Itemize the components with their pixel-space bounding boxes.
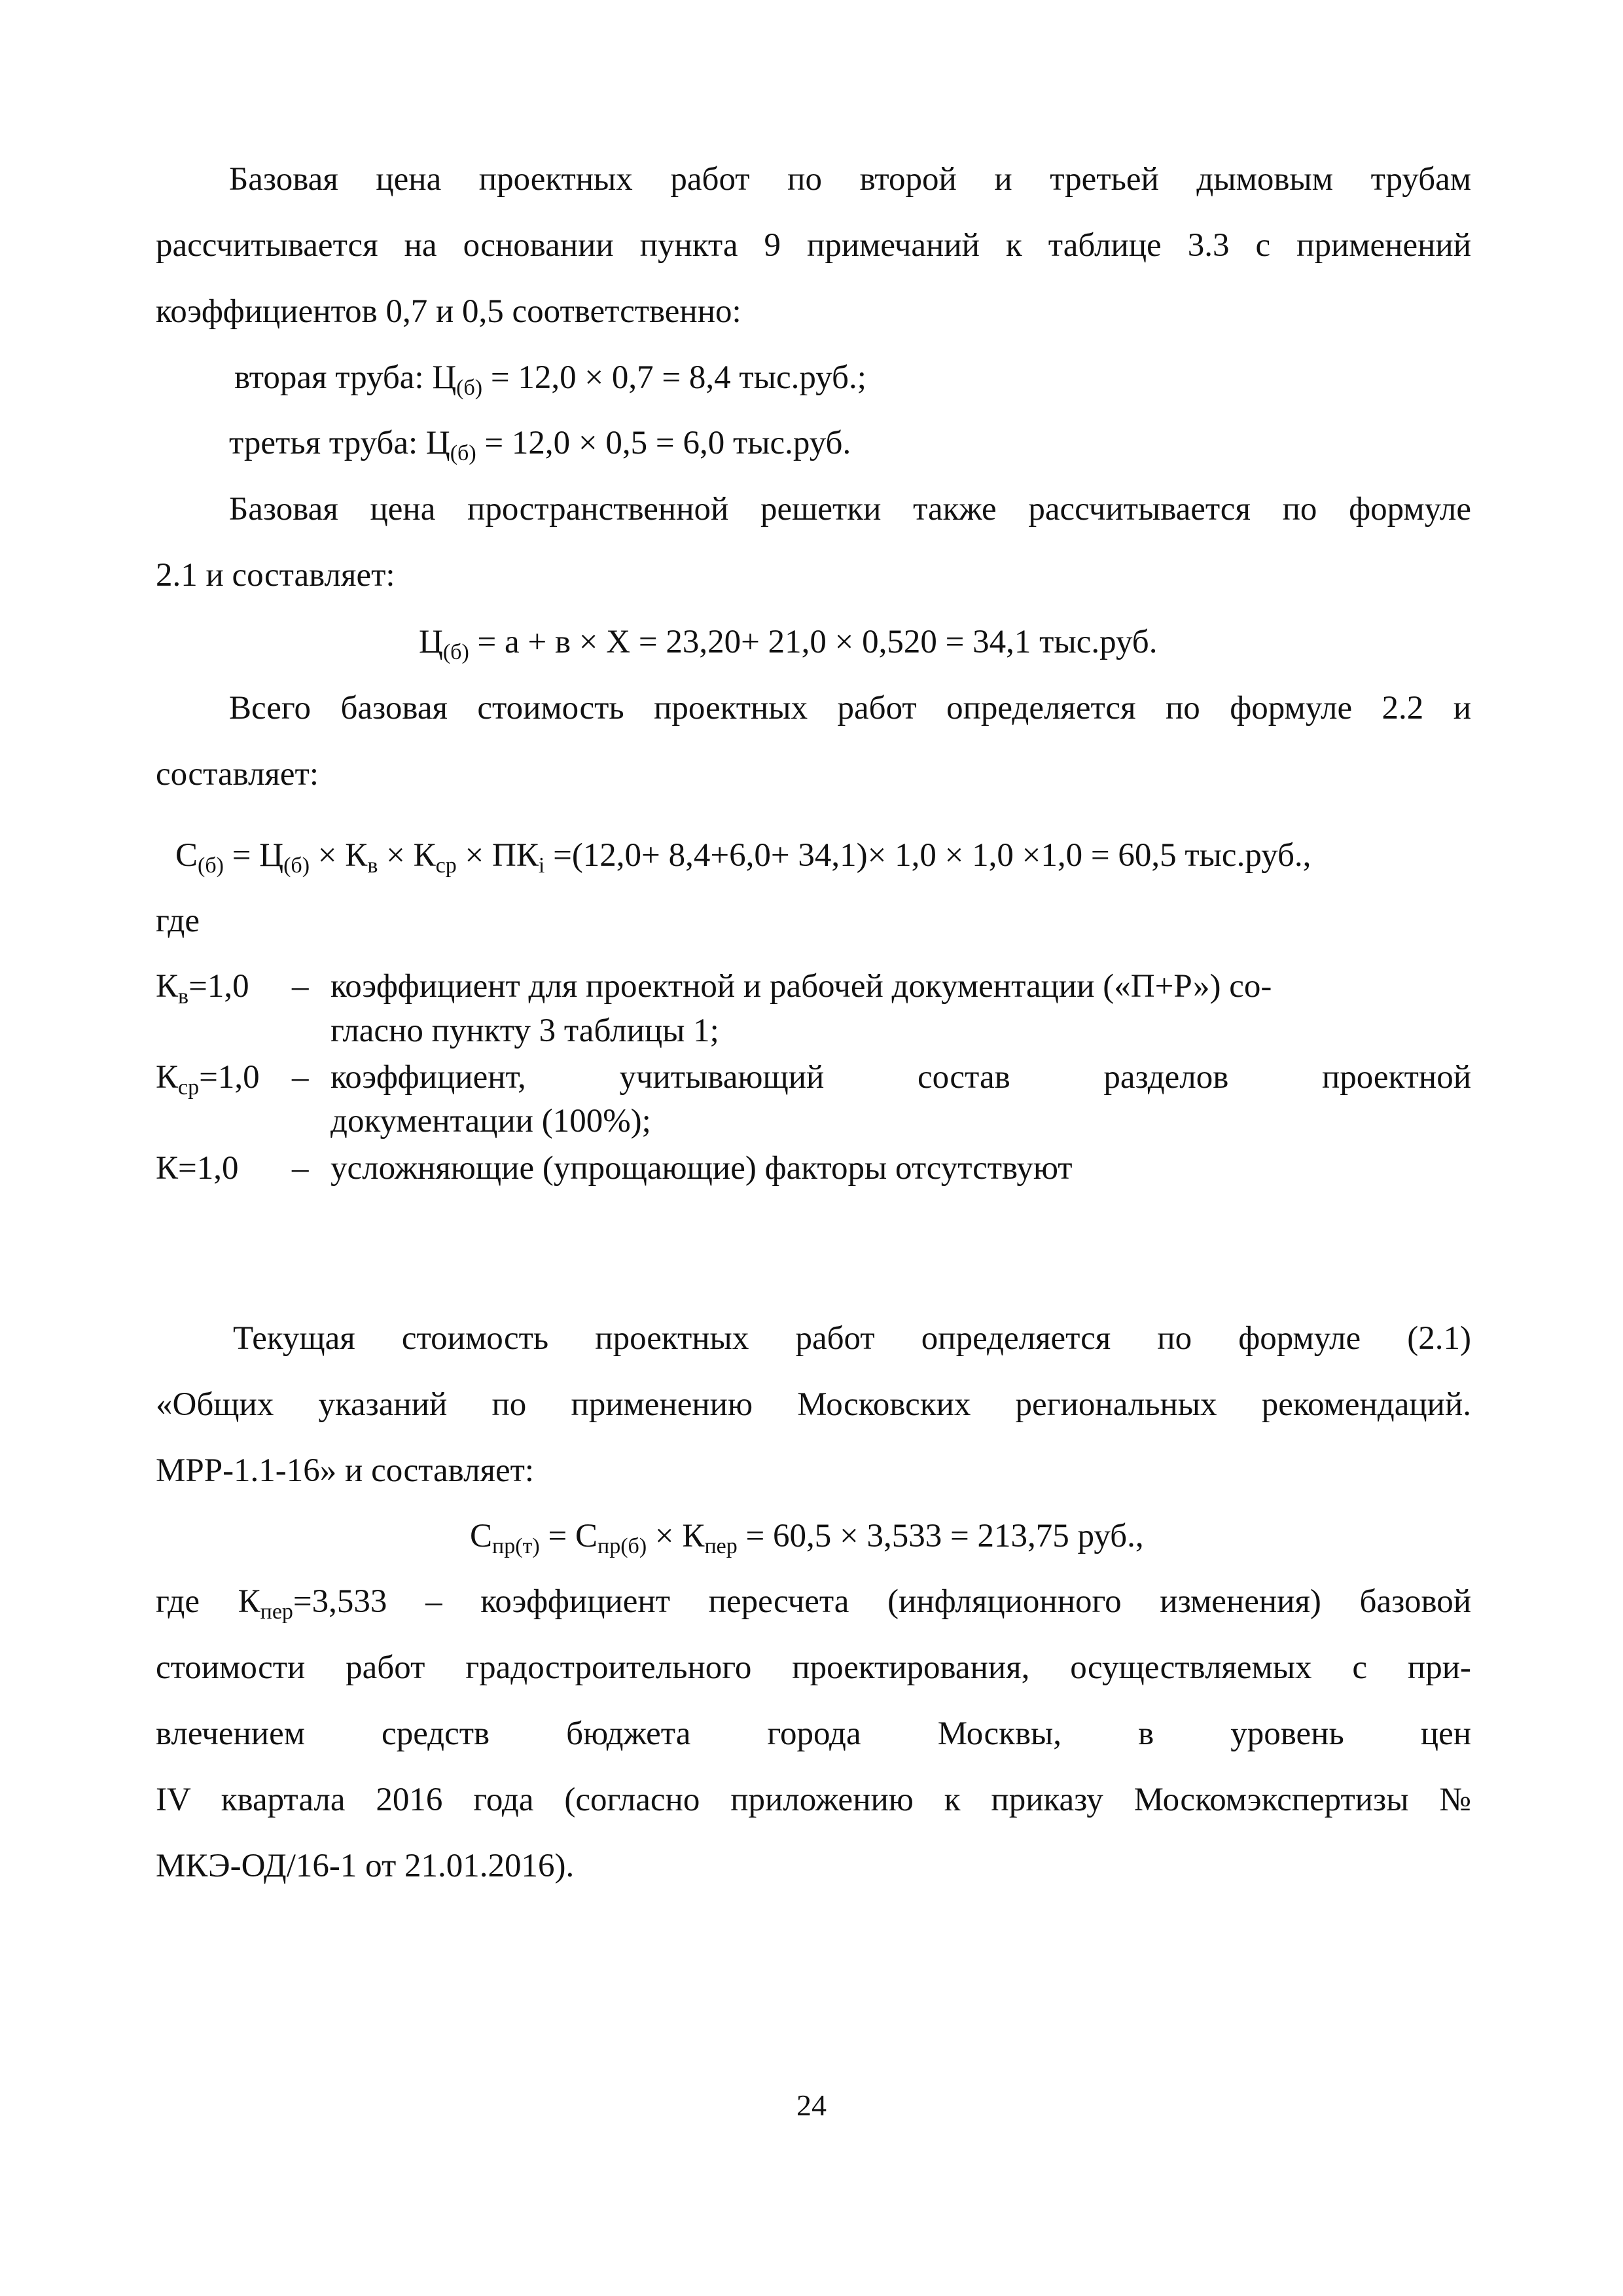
paragraph-3-line-2: составляет: [156, 756, 319, 793]
paragraph-1-line-1: Базовая цена проектных работ по второй и третьей дымовым трубам [229, 161, 1471, 198]
coef-kv-dash: – [292, 968, 309, 1005]
coef-ksr-dash: – [292, 1059, 309, 1096]
paragraph-4-line-3: МРР-1.1-16» и составляет: [156, 1452, 535, 1489]
pipe-2-formula: вторая труба: $Ц_{(б)} = 12,0 \times 0,7 = 8,4$ тыс.руб.; [234, 359, 866, 400]
paragraph-5-line-2: стоимости работ градостроительного проектирования, осуществляемых с при- [156, 1649, 1471, 1686]
paragraph-5-line-1: где $К_{пер}=3,533$ – коэффициент пересчета (инфляционного изменения) базовой [156, 1583, 1471, 1624]
coef-ksr-desc-line-1: коэффициент, учитывающий состав разделов проектной [330, 1059, 1471, 1096]
paragraph-5-line-5: МКЭ-ОД/16-1 от 21.01.2016). [156, 1848, 575, 1884]
pipe-3-formula: третья труба: $Ц_{(б)} = 12,0 \times 0,5 = 6,0$ тыс.руб. [229, 425, 851, 465]
coef-kv-desc-line-2: гласно пункту 3 таблицы 1; [330, 1013, 719, 1049]
lattice-price-formula: $Ц_{(б)} = а + в \times Х = 23,20+ 21,0 \times 0,520 = 34,1$ тыс.руб. [419, 624, 1158, 664]
coef-ksr-label: $К_{ср}=1,0$ [156, 1059, 260, 1100]
paragraph-2-line-1: Базовая цена пространственной решетки также рассчитывается по формуле [229, 491, 1471, 528]
coef-k-label: К=1,0 [156, 1150, 239, 1187]
coef-kv-desc-line-1: коэффициент для проектной и рабочей документации («П+Р») со- [330, 968, 1272, 1005]
where-label: где [156, 903, 200, 939]
current-cost-formula: $С_{пр(т)} = С_{пр(б)} \times К_{пер} = 60,5 \times 3,533 = 213,75$ руб., [470, 1518, 1144, 1558]
paragraph-2-line-2: 2.1 и составляет: [156, 557, 395, 594]
paragraph-4-line-1: Текущая стоимость проектных работ определяется по формуле (2.1) [233, 1320, 1471, 1357]
base-cost-formula: $С_{(б)} = Ц_{(б)} \times К_в \times К_{ср} \times ПК_i =(12,0+ 8,4+6,0+ 34,1)\times 1,0 \times 1,0 \times 1,0 = 60,5$ тыс.руб., [175, 837, 1311, 878]
coef-k-dash: – [292, 1150, 309, 1187]
paragraph-1-line-2: рассчитывается на основании пункта 9 примечаний к таблице 3.3 с применений [156, 227, 1471, 264]
coef-ksr-desc-line-2: документации (100%); [330, 1103, 651, 1139]
coef-k-desc: усложняющие (упрощающие) факторы отсутствуют [330, 1150, 1073, 1187]
paragraph-3-line-1: Всего базовая стоимость проектных работ определяется по формуле 2.2 и [229, 690, 1471, 726]
page-number: 24 [796, 2089, 827, 2122]
paragraph-5-line-3: влечением средств бюджета города Москвы, в уровень цен [156, 1715, 1471, 1752]
coef-kv-label: $К_в=1,0$ [156, 968, 249, 1009]
paragraph-5-line-4: IV квартала 2016 года (согласно приложению к приказу Москомэкспертизы № [156, 1782, 1471, 1818]
paragraph-4-line-2: «Общих указаний по применению Московских региональных рекомендаций. [156, 1386, 1471, 1423]
paragraph-1-line-3: коэффициентов 0,7 и 0,5 соответственно: [156, 293, 741, 330]
